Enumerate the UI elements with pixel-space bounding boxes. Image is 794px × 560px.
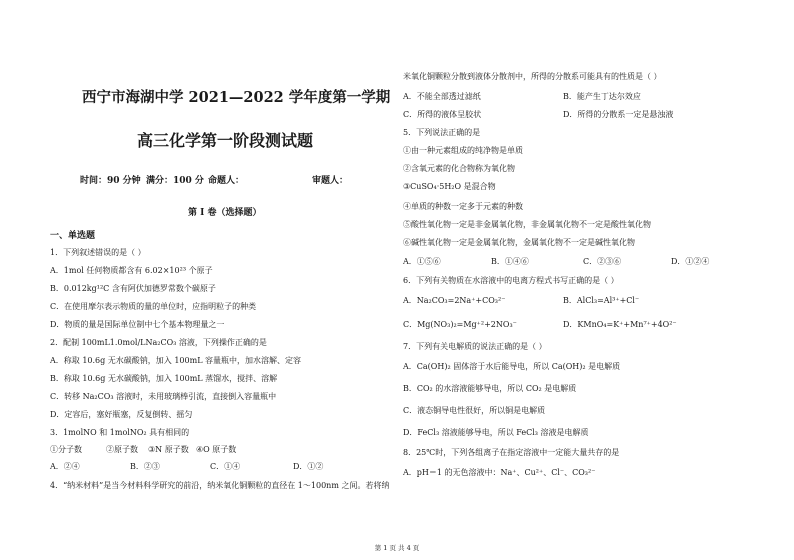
question-line: C．液态铜导电性很好，所以铜是电解质 (403, 406, 546, 415)
question-line: 4．“纳米材料”是当今材料科学研究的前沿，纳米氧化铜颗粒的直径在 1～100nm 之间。若将纳 (50, 481, 390, 490)
question-line: ⑤酸性氧化物一定是非金属氧化物，非金属氧化物不一定是酸性氧化物 (403, 220, 651, 229)
option-item: ④O 原子数 (196, 445, 237, 454)
question-line: A．pH＝1 的无色溶液中：Na⁺、Cu²⁺、Cl⁻、CO₃²⁻ (403, 468, 596, 477)
exam-score: 满分：100 分 (146, 176, 204, 186)
question-line: C．在使用摩尔表示物质的量的单位时，应指明粒子的种类 (50, 302, 257, 311)
question-line: ①由一种元素组成的纯净物是单质 (403, 146, 523, 155)
question-line: 6．下列有关物质在水溶液中的电离方程式书写正确的是（ ） (403, 276, 619, 285)
exam-setter: 命题人： (208, 176, 245, 186)
question-line: 2．配制 100mL1.0mol/LNa₂CO₃ 溶液，下列操作正确的是 (50, 338, 267, 347)
question-line: ②含氧元素的化合物称为氧化物 (403, 164, 515, 173)
question-line: D．定容后，塞好瓶塞，反复倒转、摇匀 (50, 410, 193, 419)
answer-choice: A．不能全部透过滤纸 (403, 92, 481, 101)
question-line: B．0.012kg¹²C 含有阿伏加德罗常数个碳原子 (50, 284, 216, 293)
question-line: B．CO₂ 的水溶液能够导电，所以 CO₂ 是电解质 (403, 384, 577, 393)
answer-choice: B．AlCl₃=Al³⁺+Cl⁻ (563, 296, 640, 305)
option-item: ③N 原子数 (148, 445, 189, 454)
question-line: A．Ca(OH)₂ 固体溶于水后能导电，所以 Ca(OH)₂ 是电解质 (403, 362, 621, 371)
answer-choice: C．Mg(NO₃)₂=Mg⁺²+2NO₃⁻ (403, 320, 517, 329)
answer-choice: D．①②④ (671, 257, 710, 266)
exam-title: 高三化学第一阶段测试题 (137, 131, 314, 150)
question-line: 7．下列有关电解质的说法正确的是（ ） (403, 342, 547, 351)
option-item: ①分子数 (50, 445, 82, 454)
question-line: B．称取 10.6g 无水碳酸钠，加入 100mL 蒸馏水，搅拌、溶解 (50, 374, 278, 383)
page-footer: 第 1 页 共 4 页 (374, 544, 420, 552)
question-line: 5．下列说法正确的是 (403, 128, 481, 137)
question-line: ⑥碱性氧化物一定是金属氧化物，金属氧化物不一定是碱性氧化物 (403, 238, 635, 247)
question-line: C．转移 Na₂CO₃ 溶液时，未用玻璃棒引流，直接倒入容量瓶中 (50, 392, 277, 401)
question-line: ③CuSO₄·5H₂O 是混合物 (403, 182, 496, 191)
question-line: 米氧化铜颗粒分散到液体分散剂中，所得的分散系可能具有的性质是（ ） (403, 72, 662, 81)
option-item: ②原子数 (106, 445, 138, 454)
answer-choice: D．①② (293, 462, 324, 471)
answer-choice: C．所得的液体呈胶状 (403, 110, 482, 119)
exam-reviewer: 审题人： (312, 176, 349, 186)
question-line: ④单质的种数一定多于元素的种数 (403, 202, 523, 211)
school-title: 西宁市海湖中学 2021—2022 学年度第一学期 (82, 89, 391, 106)
question-line: A．1mol 任何物质都含有 6.02×10²³ 个原子 (50, 266, 213, 275)
question-line: 1．下列叙述错误的是（ ） (50, 248, 146, 257)
answer-choice: C．②③⑥ (583, 257, 622, 266)
section-title: 一、单选题 (50, 231, 96, 241)
question-line: D．物质的量是国际单位制中七个基本物理量之一 (50, 320, 225, 329)
question-line: D．FeCl₃ 溶液能够导电，所以 FeCl₃ 溶液是电解质 (403, 428, 589, 437)
question-line: A．称取 10.6g 无水碳酸钠，加入 100mL 容量瓶中，加水溶解、定容 (50, 356, 302, 365)
answer-choice: B．能产生丁达尔效应 (563, 92, 641, 101)
part-title: 第 I 卷（选择题） (188, 208, 262, 218)
answer-choice: A．①⑤⑥ (403, 257, 441, 266)
question-line: 3．1molNO 和 1molNO₂ 具有相同的 (50, 428, 190, 437)
answer-choice: A．②④ (50, 462, 80, 471)
answer-choice: A．Na₂CO₃=2Na⁺+CO₃²⁻ (403, 296, 506, 305)
answer-choice: D．所得的分散系一定是悬浊液 (563, 110, 674, 119)
answer-choice: B．①④⑥ (491, 257, 529, 266)
question-line: 8．25℃时，下列各组离子在指定溶液中一定能大量共存的是 (403, 448, 620, 457)
answer-choice: D．KMnO₄=K⁺+Mn⁷⁺+4O²⁻ (563, 320, 677, 329)
answer-choice: C．①④ (210, 462, 241, 471)
answer-choice: B．②③ (130, 462, 160, 471)
exam-time: 时间：90 分钟 (80, 176, 141, 186)
